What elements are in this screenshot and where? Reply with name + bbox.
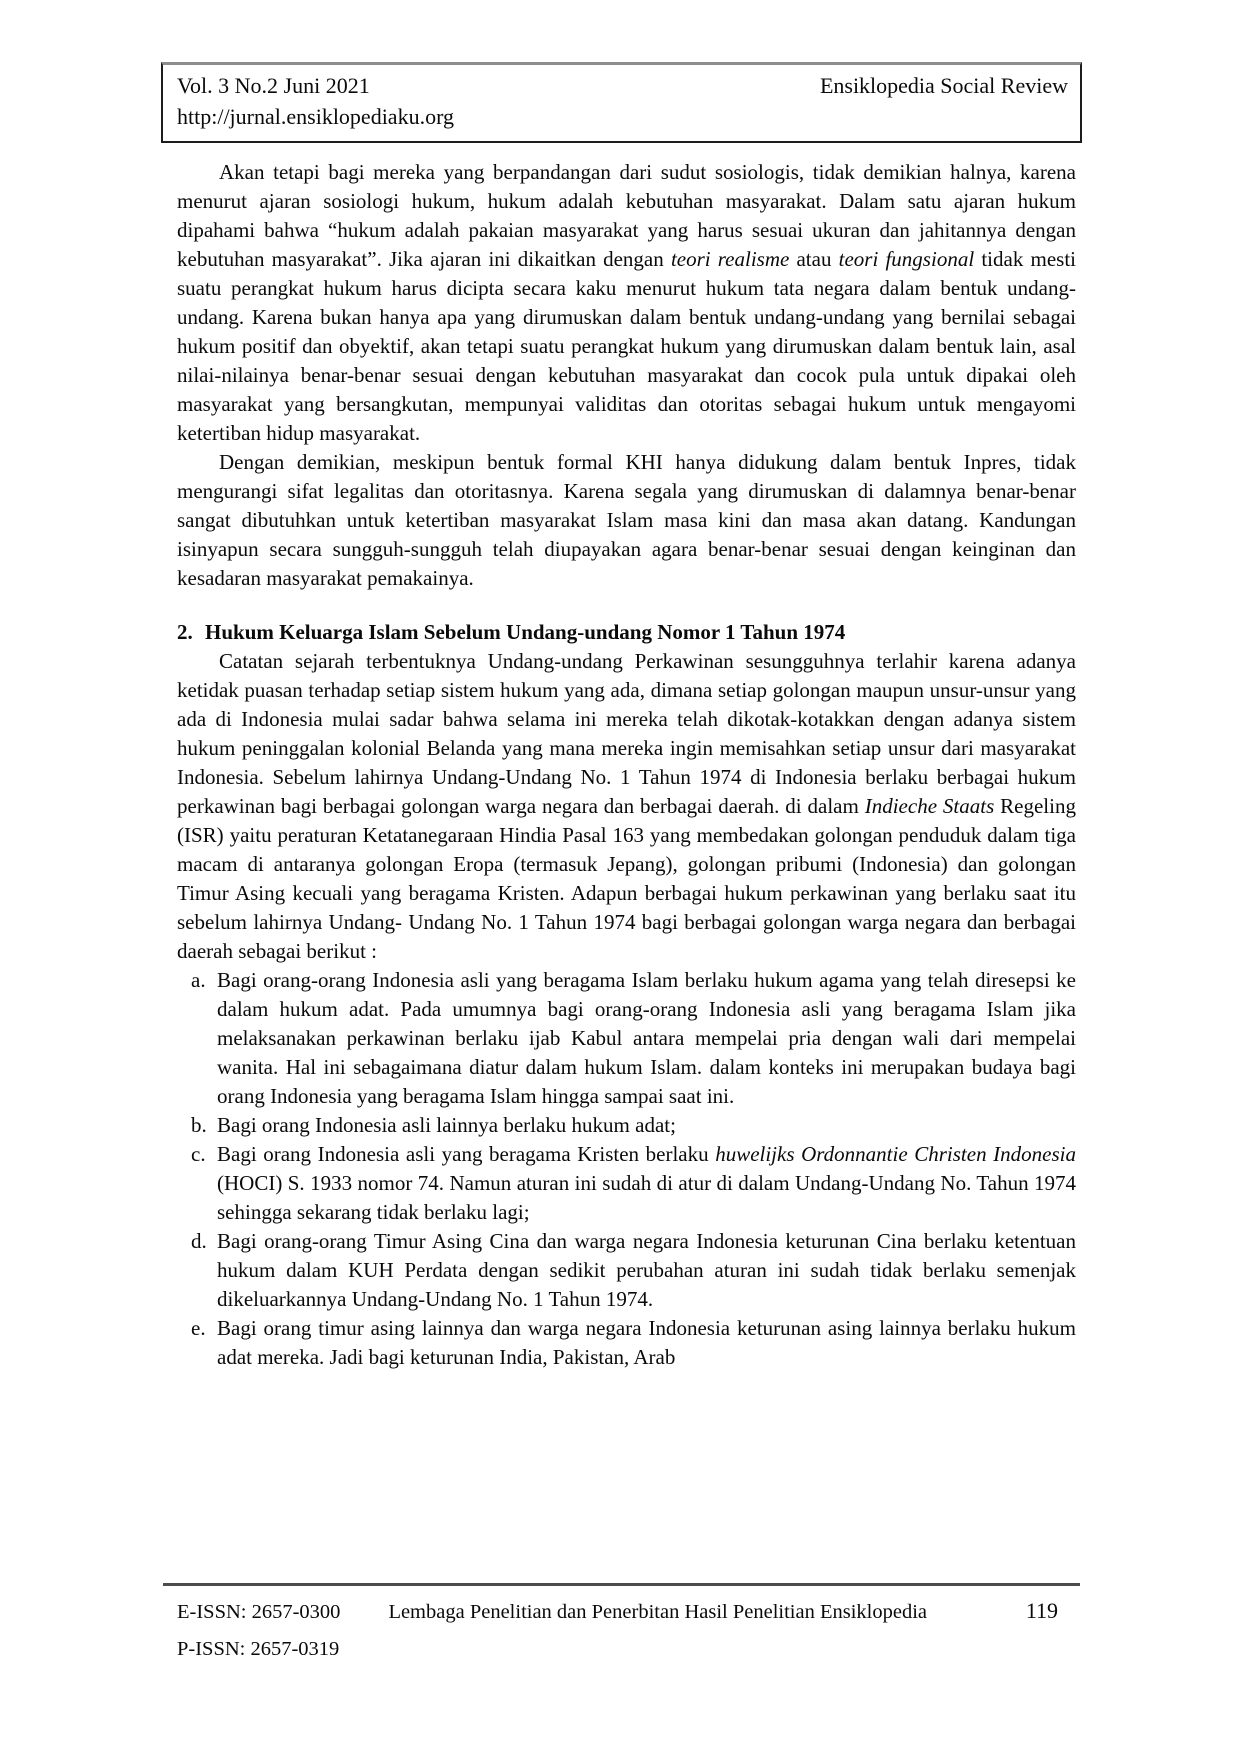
paragraph-1-text: tidak mesti suatu perangkat hukum harus dicipta secara kaku menurut hukum tata negara dalam bentuk undang-undang. Karena bukan hanya apa yang dirumuskan dalam bentuk undang-undang yang bernilai sebagai hukum positif dan obyektif, akan tetapi suatu perangkat hukum yang dirumuskan dalam bentuk lain, asal nilai-nilainya benar-benar sesuai dengan kebutuhan masyarakat dan cocok pula untuk dipakai oleh masyarakat yang bersangkutan, mempunyai validitas dan otoritas sebagai hukum untuk mengayomi ketertiban hidup masyarakat. [177, 247, 1076, 445]
paragraph-2 [177, 448, 1076, 593]
list-item-c-italic: huwelijks Ordonnantie Christen Indonesia [715, 1142, 1076, 1166]
journal-title: Ensiklopedia Social Review [819, 73, 1068, 98]
page-number: 119 [1025, 1598, 1058, 1623]
footer-row [163, 1631, 1080, 1668]
list-item-c-content [217, 1140, 1076, 1227]
list-item-b-content [217, 1111, 1076, 1140]
list-item-e-content [217, 1314, 1076, 1372]
paragraph-1 [177, 158, 1076, 448]
footer-row [163, 1592, 1080, 1631]
list-item-e [177, 1314, 1076, 1372]
list-item-e-text: Bagi orang timur asing lainnya dan warga negara Indonesia keturunan asing lainnya berlaku hukum adat mereka. Jadi bagi keturunan India, Pakistan, Arab [217, 1316, 1076, 1369]
italic-term-indieche-staats: Indieche Staats [864, 794, 995, 818]
page-footer [163, 1583, 1080, 1668]
list-item-c-text: Bagi orang Indonesia asli yang beragama Kristen berlaku [217, 1142, 716, 1166]
section-heading [177, 618, 1076, 647]
paragraph-3-text: Catatan sejarah terbentuknya Undang-undang Perkawinan sesungguhnya terlahir karena adanya ketidak puasan terhadap setiap sistem hukum yang ada, dimana setiap golongan maupun unsur-unsur yang ada di Indonesia mulai sadar bahwa selama ini mereka telah dikotak-kotakkan dengan adanya sistem hukum peninggalan kolonial Belanda yang mana mereka ingin memisahkan setiap unsur dari masyarakat Indonesia. Sebelum lahirnya Undang-Undang No. 1 Tahun 1974 di Indonesia berlaku berbagai hukum perkawinan bagi berbagai golongan warga negara dan berbagai daerah. di dalam [177, 649, 1076, 818]
list-item-b [177, 1111, 1076, 1140]
paragraph-1-text: atau [789, 247, 839, 271]
list-item-c [177, 1140, 1076, 1227]
list-item-d-content [217, 1227, 1076, 1314]
list-item-a-text: Bagi orang-orang Indonesia asli yang beragama Islam berlaku hukum agama yang telah diresepsi ke dalam hukum adat. Pada umumnya bagi orang-orang Indonesia asli yang beragama Islam jika melaksanakan perkawinan berlaku ijab Kabul antara mempelai pria dengan wali dari mempelai wanita. Hal ini sebagaimana diatur dalam hukum Islam. dalam konteks ini merupakan budaya bagi orang Indonesia yang beragama Islam hingga sampai saat ini. [217, 968, 1076, 1108]
section-number: 2. [177, 620, 193, 644]
header-row [177, 101, 1068, 132]
paragraph-3 [177, 647, 1076, 966]
e-issn: E-ISSN: 2657-0300 [177, 1601, 341, 1623]
article-body [177, 158, 1076, 1372]
p-issn: P-ISSN: 2657-0319 [177, 1638, 340, 1660]
italic-term-teori-fungsional: teori fungsional [838, 247, 975, 271]
list-marker-a: a. [191, 968, 206, 992]
list-item-c-text: (HOCI) S. 1933 nomor 74. Namun aturan ini sudah di atur di dalam Undang-Undang No. Tahun 1974 sehingga sekarang tidak berlaku lagi; [217, 1171, 1076, 1224]
list-marker-b: b. [191, 1113, 207, 1137]
header-row [177, 70, 1068, 101]
paragraph-3-text: Regeling (ISR) yaitu peraturan Ketatanegaraan Hindia Pasal 163 yang membedakan golongan penduduk dalam tiga macam di antaranya golongan Eropa (termasuk Jepang), golongan pribumi (Indonesia) dan golongan Timur Asing kecuali yang beragama Kristen. Adapun berbagai hukum perkawinan yang berlaku saat itu sebelum lahirnya Undang- Undang No. 1 Tahun 1974 bagi berbagai golongan warga negara dan berbagai daerah sebagai berikut : [177, 794, 1076, 963]
section-title: Hukum Keluarga Islam Sebelum Undang-undang Nomor 1 Tahun 1974 [205, 620, 846, 644]
paragraph-2-text: Dengan demikian, meskipun bentuk formal KHI hanya didukung dalam bentuk Inpres, tidak mengurangi sifat legalitas dan otoritasnya. Karena segala yang dirumuskan di dalamnya benar-benar sangat dibutuhkan untuk ketertiban masyarakat Islam masa kini dan masa akan datang. Kandungan isinyapun secara sungguh-sungguh telah diupayakan agara benar-benar sesuai dengan keinginan dan kesadaran masyarakat pemakainya. [177, 450, 1076, 590]
lettered-list [177, 966, 1076, 1372]
journal-url: http://jurnal.ensiklopediaku.org [177, 104, 454, 129]
publisher-name: Lembaga Penelitian dan Penerbitan Hasil Penelitian Ensiklopedia [388, 1601, 927, 1623]
list-marker-e: e. [191, 1316, 206, 1340]
list-item-d-text: Bagi orang-orang Timur Asing Cina dan warga negara Indonesia keturunan Cina berlaku ketentuan hukum dalam KUH Perdata dengan sedikit perubahan aturan ini sudah tidak berlaku semenjak dikeluarkannya Undang-Undang No. 1 Tahun 1974. [217, 1229, 1076, 1311]
italic-term-teori-realisme: teori realisme [670, 247, 790, 271]
journal-header-box [161, 62, 1082, 143]
list-item-a-content [217, 966, 1076, 1111]
list-item-b-text: Bagi orang Indonesia asli lainnya berlaku hukum adat; [217, 1113, 676, 1137]
journal-volume: Vol. 3 No.2 Juni 2021 [177, 73, 370, 98]
paragraph-1-text: Akan tetapi bagi mereka yang berpandangan dari sudut sosiologis, tidak demikian halnya, karena menurut ajaran sosiologi hukum, hukum adalah kebutuhan masyarakat. Dalam satu ajaran hukum dipahami bahwa “hukum adalah pakaian masyarakat yang harus sesuai ukuran dan jahitannya dengan kebutuhan masyarakat”. Jika ajaran ini dikaitkan dengan [177, 160, 1076, 271]
list-marker-c: c. [191, 1142, 206, 1166]
list-marker-d: d. [191, 1229, 207, 1253]
list-item-d [177, 1227, 1076, 1314]
list-item-a [177, 966, 1076, 1111]
